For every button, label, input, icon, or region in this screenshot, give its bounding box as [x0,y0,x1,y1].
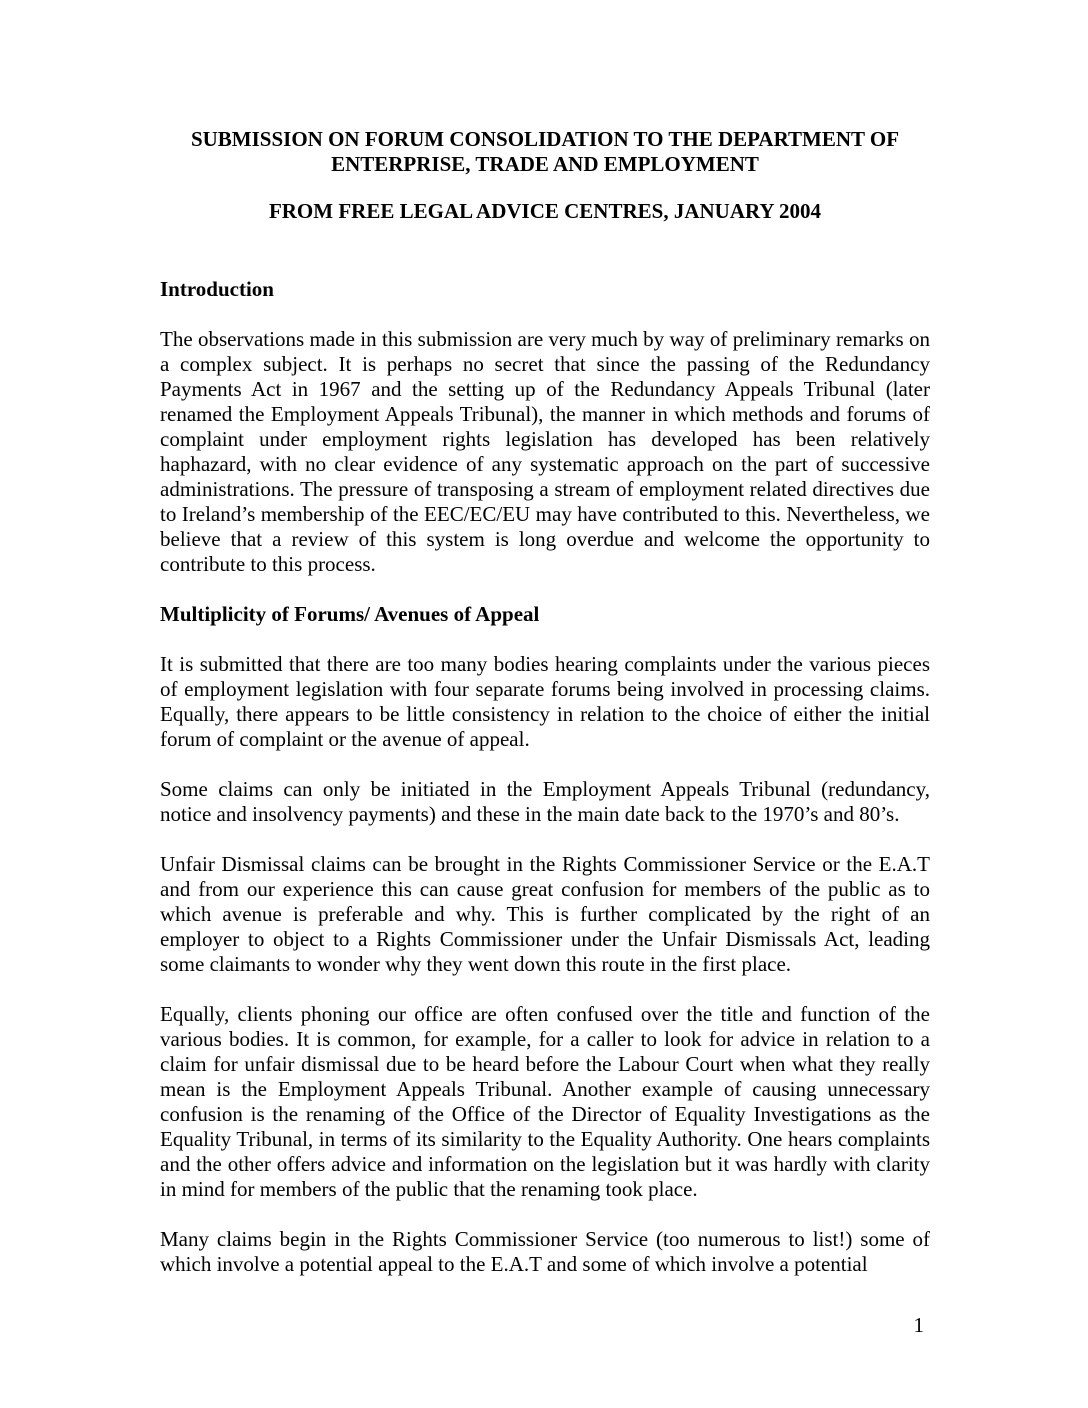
document-title [160,127,930,177]
paragraph-multiplicity-1: It is submitted that there are too many bodies hearing complaints under the various pieces of employment legislation with four separate forums being involved in processing claims. Equally, there appears to be little consistency in relation to the choice of either the initial forum of complaint or the avenue of appeal. [160,652,930,751]
document-content [160,127,930,1302]
section-heading-introduction: Introduction [160,277,274,301]
paragraph-multiplicity-2: Some claims can only be initiated in the Employment Appeals Tribunal (redundancy, notice and insolvency payments) and these in the main date back to the 1970’s and 80’s. [160,777,930,826]
paragraph-multiplicity-4: Equally, clients phoning our office are often confused over the title and function of the various bodies. It is common, for example, for a caller to look for advice in relation to a claim for unfair dismissal due to be heard before the Labour Court when what they really mean is the Employment Appeals Tribunal. Another example of causing unnecessary confusion is the renaming of the Office of the Director of Equality Investigations as the Equality Tribunal, in terms of its similarity to the Equality Authority. One hears complaints and the other offers advice and information on the legislation but it was hardly with clarity in mind for members of the public that the renaming took place. [160,1002,930,1201]
title-line-2: ENTERPRISE, TRADE AND EMPLOYMENT [331,152,759,176]
paragraph-multiplicity-3: Unfair Dismissal claims can be brought in the Rights Commissioner Service or the E.A.T and from our experience this can cause great confusion for members of the public as to which avenue is preferable and why. This is further complicated by the right of an employer to object to a Rights Commissioner under the Unfair Dismissals Act, leading some claimants to wonder why they went down this route in the first place. [160,852,930,976]
section-heading-multiplicity: Multiplicity of Forums/ Avenues of Appeal [160,602,540,626]
title-line-1: SUBMISSION ON FORUM CONSOLIDATION TO THE DEPARTMENT OF [190,127,900,151]
document-subtitle: FROM FREE LEGAL ADVICE CENTRES, JANUARY 2004 [268,199,822,223]
paragraph-multiplicity-5: Many claims begin in the Rights Commissioner Service (too numerous to list!) some of which involve a potential appeal to the E.A.T and some of which involve a potential [160,1227,930,1276]
paragraph-introduction-1: The observations made in this submission are very much by way of preliminary remarks on a complex subject. It is perhaps no secret that since the passing of the Redundancy Payments Act in 1967 and the setting up of the Redundancy Appeals Tribunal (later renamed the Employment Appeals Tribunal), the manner in which methods and forums of complaint under employment rights legislation has developed has been relatively haphazard, with no clear evidence of any systematic approach on the part of successive administrations. The pressure of transposing a stream of employment related directives due to Ireland’s membership of the EEC/EC/EU may have contributed to this. Nevertheless, we believe that a review of this system is long overdue and welcome the opportunity to contribute to this process. [160,327,930,576]
page-number: 1 [913,1313,924,1337]
